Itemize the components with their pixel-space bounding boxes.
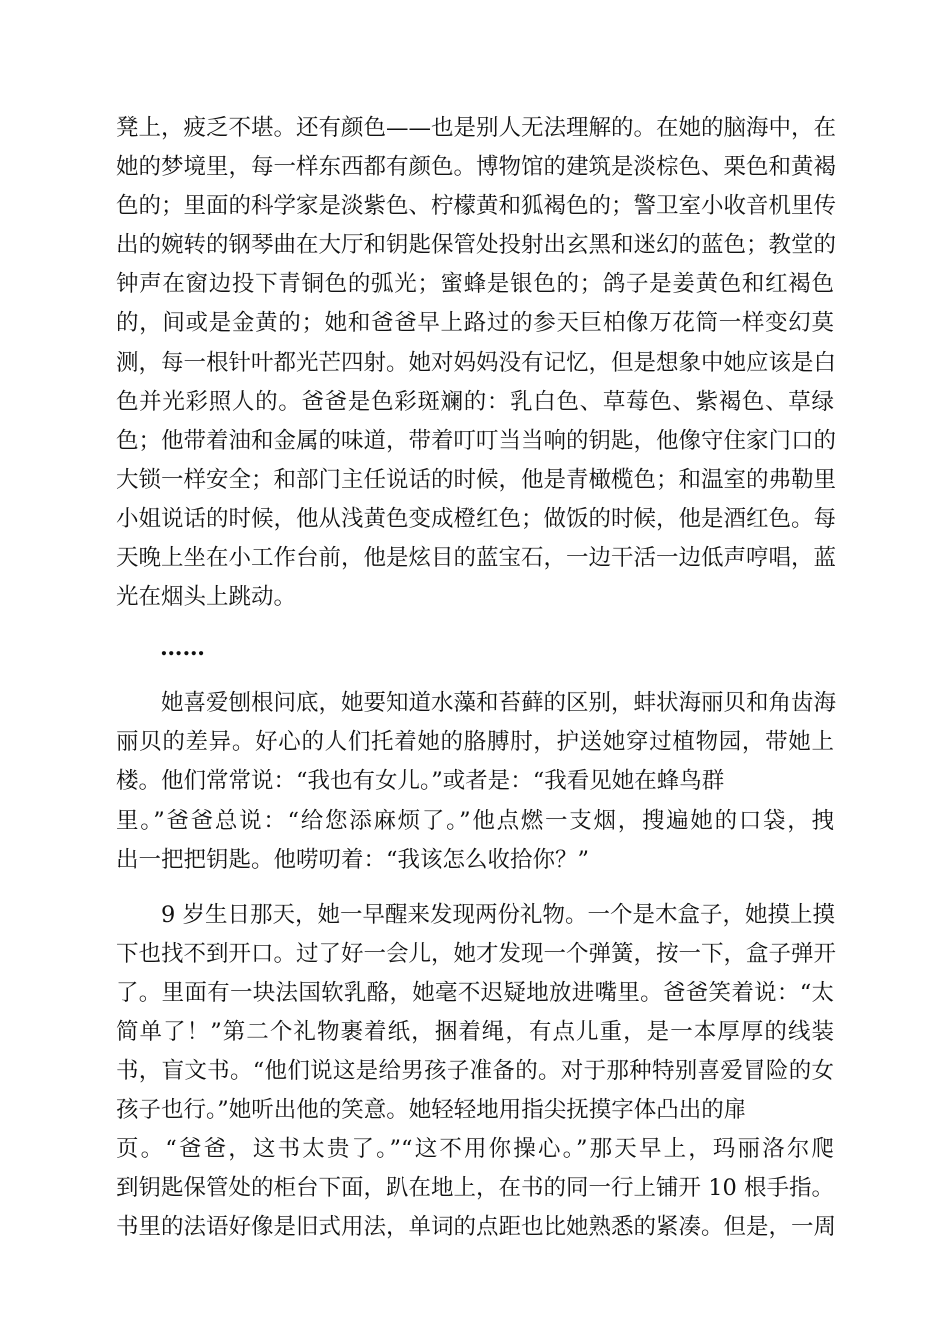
text-line: 她喜爱刨根问底，她要知道水藻和苔藓的区别，蚌状海丽贝和角齿海 (161, 690, 837, 717)
text-line: 天晚上坐在小工作台前，他是炫目的蓝宝石，一边干活一边低声哼唱，蓝 (116, 545, 837, 572)
section-ellipsis: …… (160, 635, 205, 662)
text-line: 下也找不到开口。过了好一会儿，她才发现一个弹簧，按一下，盒子弹开 (116, 940, 837, 967)
text-line: 丽贝的差异。好心的人们托着她的胳膊肘，护送她穿过植物园，带她上 (116, 729, 834, 756)
paragraph-curiosity (116, 684, 837, 879)
text-line: 书，盲文书。“他们说这是给男孩子准备的。对于那种特别喜爱冒险的女 (116, 1058, 834, 1085)
document-page (116, 109, 837, 1248)
text-line: 楼。他们常常说：“我也有女儿。”或者是：“我看见她在蜂鸟群 (116, 768, 725, 795)
text-line: 测，每一根针叶都光芒四射。她对妈妈没有记忆，但是想象中她应该是白 (116, 349, 837, 376)
text-line: 书里的法语好像是旧式用法，单词的点距也比她熟悉的紧凑。但是，一周 (116, 1214, 837, 1241)
text-line: 孩子也行。”她听出他的笑意。她轻轻地用指尖抚摸字体凸出的扉 (116, 1097, 747, 1124)
text-line: 的，间或是金黄的；她和爸爸早上路过的参天巨柏像万花筒一样变幻莫 (116, 310, 834, 337)
text-line: 小姐说话的时候，他从浅黄色变成橙红色；做饭的时候，他是酒红色。每 (116, 505, 837, 532)
paragraph-colors (116, 109, 837, 617)
text-line: 简单了！”第二个礼物裹着纸，捆着绳，有点儿重，是一本厚厚的线装 (116, 1018, 834, 1045)
text-line: 9 岁生日那天，她一早醒来发现两份礼物。一个是木盒子，她摸上摸 (161, 901, 835, 928)
text-line: 钟声在窗边投下青铜色的弧光；蜜蜂是银色的；鸽子是姜黄色和红褐色 (116, 271, 834, 298)
text-line: 她的梦境里，每一样东西都有颜色。博物馆的建筑是淡棕色、栗色和黄褐 (116, 154, 837, 181)
paragraph-birthday (116, 896, 837, 1248)
text-line: 了。里面有一块法国软乳酪，她毫不迟疑地放进嘴里。爸爸笑着说：“太 (116, 979, 834, 1006)
text-line: 色的；里面的科学家是淡紫色、柠檬黄和狐褐色的；警卫室小收音机里传 (116, 193, 837, 220)
text-line: 里。”爸爸总说：“给您添麻烦了。”他点燃一支烟，搜遍她的口袋，拽 (116, 807, 834, 834)
text-line: 出的婉转的钢琴曲在大厅和钥匙保管处投射出玄黑和迷幻的蓝色；教堂的 (116, 232, 837, 259)
text-line: 大锁一样安全；和部门主任说话的时候，他是青橄榄色；和温室的弗勒里 (116, 466, 837, 493)
text-line: 色；他带着油和金属的味道，带着叮叮当当响的钥匙，他像守住家门口的 (116, 427, 837, 454)
text-line: 出一把把钥匙。他唠叨着：“我该怎么收拾你？” (116, 846, 590, 873)
text-line: 到钥匙保管处的柜台下面，趴在地上，在书的同一行上铺开 10 根手指。 (116, 1175, 834, 1202)
text-line: 色并光彩照人的。爸爸是色彩斑斓的：乳白色、草莓色、紫褐色、草绿 (116, 388, 834, 415)
text-line: 凳上，疲乏不堪。还有颜色——也是别人无法理解的。在她的脑海中，在 (116, 115, 837, 141)
text-line: 光在烟头上跳动。 (116, 584, 297, 611)
text-line: 页。“爸爸，这书太贵了。”“这不用你操心。”那天早上，玛丽洛尔爬 (116, 1136, 834, 1163)
